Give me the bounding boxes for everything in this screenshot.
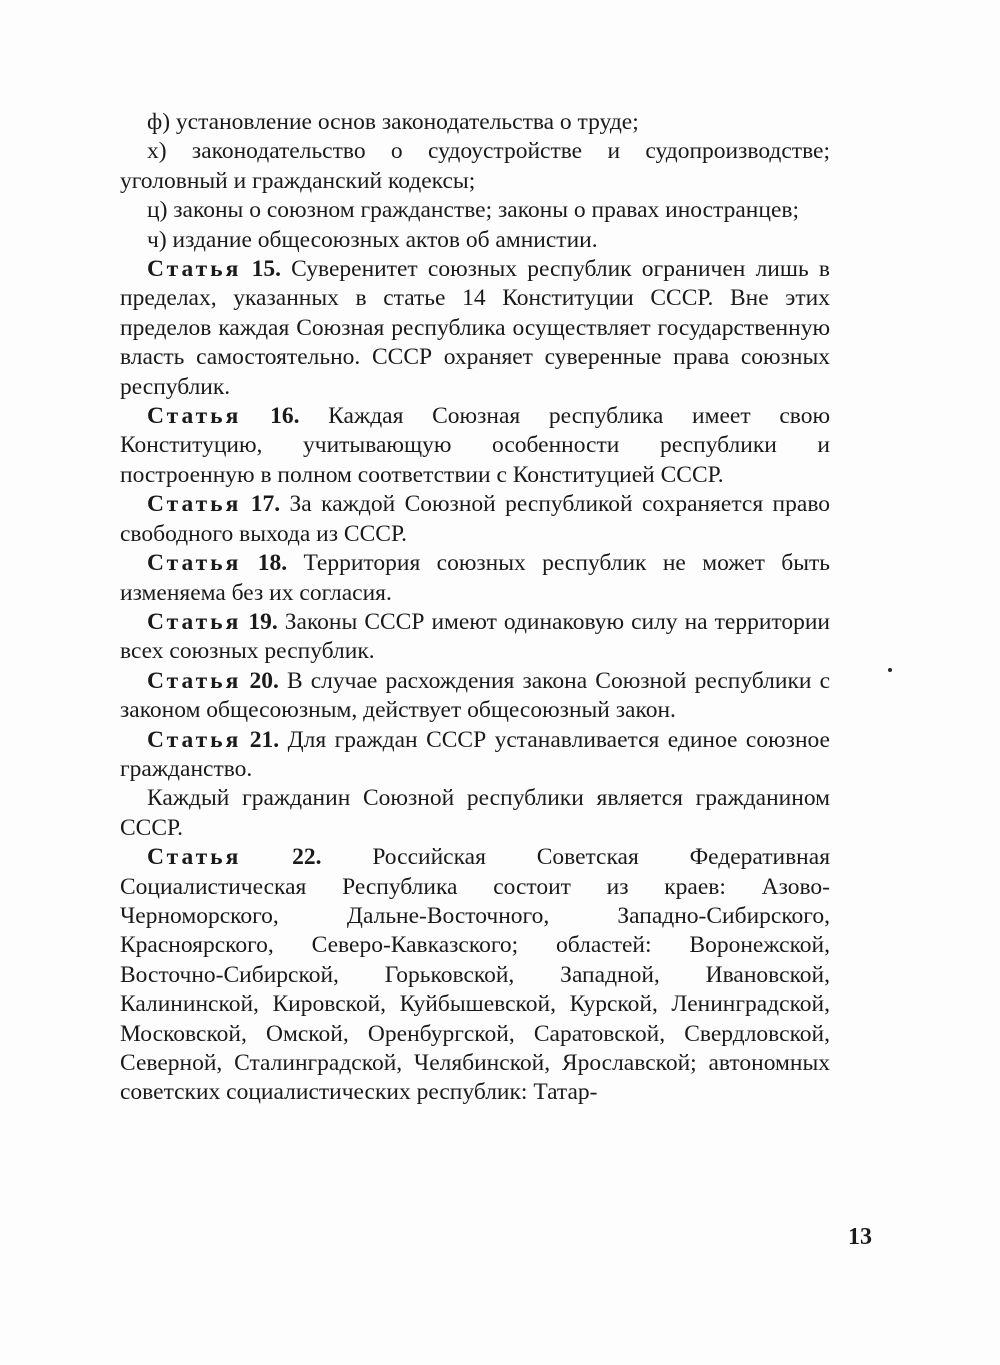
article-19-number: 19.: [248, 608, 278, 635]
print-speck: [888, 668, 892, 672]
article-22-text: Российская Советская Федеративная Социалистическая Республика состоит из краев: Азово-Черноморского, Дальне-Восточного, Западно-Сибирского, Красноярского, Северо-Кавказского; областей: Воронежской, Восточно-Сибирской, Горьковской, Западной, Ивановской, Калининской, Кировской, Куйбышевской, Курской, Ленинградской, Московской, Омской, Оренбургской, Саратовской, Свердловской, Северной, Сталинградской, Челябинской, Ярославской; автономных советских социалистических республик: Татар-: [120, 844, 830, 1106]
article-21-continuation: Каждый гражданин Союзной республики является гражданином СССР.: [120, 785, 830, 841]
article-15: [120, 255, 830, 402]
article-16-text: Каждая Союзная республика имеет свою Конституцию, учитывающую особенности республики и построенную в полном соответствии с Конституцией СССР.: [120, 403, 831, 488]
article-22-number: 22.: [292, 844, 322, 871]
item-ch: ч) издание общесоюзных актов об амнистии.: [147, 226, 598, 253]
article-17: [120, 490, 830, 549]
article-20-label: Статья: [147, 667, 242, 694]
article-16-label: Статья: [147, 403, 242, 430]
article-17-label: Статья: [147, 491, 242, 518]
article-18-number: 18.: [257, 550, 288, 577]
article-19: [120, 608, 830, 667]
article-15-text: Суверенитет союзных республик ограничен лишь в пределах, указанных в статье 14 Конституции СССР. Вне этих пределов каждая Союзная республика осуществляет государственную власть самостоятельно. СССР охраняет суверенные права союзных республик.: [120, 256, 831, 400]
article-15-number: 15.: [251, 256, 281, 283]
article-16: [120, 402, 830, 490]
article-19-text: Законы СССР имеют одинаковую силу на территории всех союзных республик.: [120, 608, 831, 665]
article-22: [120, 843, 830, 1108]
article-18-text: Территория союзных республик не может быть изменяема без их согласия.: [120, 550, 831, 606]
article-17-text: За каждой Союзной республикой сохраняется право свободного выхода из СССР.: [120, 491, 830, 547]
article-19-label: Статья: [147, 608, 242, 635]
article-21-text: Для граждан СССР устанавливается единое союзное гражданство.: [120, 726, 830, 782]
item-ts: ц) законы о союзном гражданстве; законы о правах иностранцев;: [147, 197, 799, 224]
article-20-number: 20.: [249, 667, 279, 694]
article-21: [120, 726, 830, 785]
article-20-text: В случае расхождения закона Союзной республики с законом общесоюзным, действует общесоюзный закон.: [120, 667, 830, 724]
item-kh: х) законодательство о судоустройстве и судопроизводстве; уголовный и гражданский кодексы;: [120, 138, 830, 194]
item-f: ф) установление основ законодательства о труде;: [147, 109, 639, 135]
main-text: [120, 108, 830, 1108]
article-17-number: 17.: [250, 491, 281, 518]
page-number: 13: [848, 1224, 872, 1250]
article-15-label: Статья: [147, 256, 242, 283]
article-18-label: Статья: [147, 550, 242, 577]
article-16-number: 16.: [270, 403, 300, 430]
article-22-label: Статья: [147, 844, 242, 871]
article-20: [120, 667, 830, 726]
article-18: [120, 549, 830, 608]
article-21-number: 21.: [249, 726, 280, 753]
article-21-label: Статья: [147, 726, 242, 753]
